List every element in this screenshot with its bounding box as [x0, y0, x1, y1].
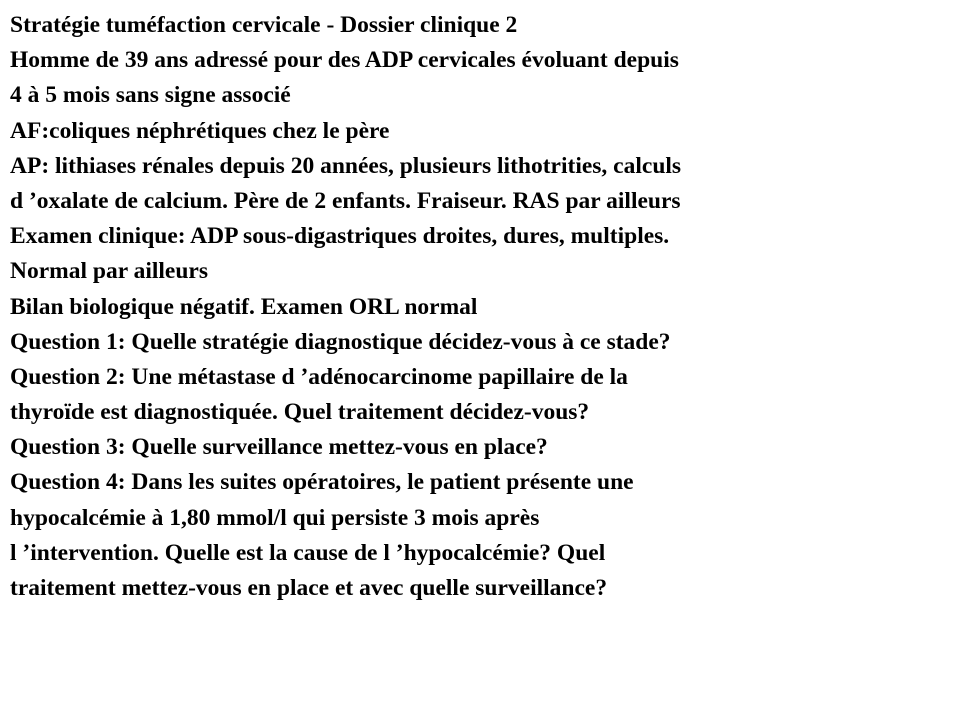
- family-history: AF:coliques néphrétiques chez le père: [10, 117, 390, 144]
- question-4-line-3: l ’intervention. Quelle est la cause de l ’hypocalcémie? Quel: [10, 539, 606, 566]
- question-4-line-4: traitement mettez-vous en place et avec quelle surveillance?: [10, 575, 608, 601]
- personal-history-line-1: AP: lithiases rénales depuis 20 années, plusieurs lithotrities, calculs: [10, 152, 682, 179]
- patient-presentation-line-2: 4 à 5 mois sans signe associé: [10, 82, 291, 109]
- personal-history-line-2: d ’oxalate de calcium. Père de 2 enfants. Fraiseur. RAS par ailleurs: [10, 187, 681, 214]
- clinical-exam-line-1: Examen clinique: ADP sous-digastriques droites, dures, multiples.: [10, 223, 670, 250]
- lab-results: Bilan biologique négatif. Examen ORL normal: [10, 293, 478, 320]
- question-4-line-2: hypocalcémie à 1,80 mmol/l qui persiste 3 mois après: [10, 504, 540, 531]
- question-3: Question 3: Quelle surveillance mettez-vous en place?: [10, 434, 548, 461]
- patient-presentation-line-1: Homme de 39 ans adressé pour des ADP cervicales évoluant depuis: [10, 47, 679, 74]
- question-4-line-1: Question 4: Dans les suites opératoires, le patient présente une: [10, 469, 634, 496]
- question-1: Question 1: Quelle stratégie diagnostique décidez-vous à ce stade?: [10, 328, 671, 355]
- slide-title: Stratégie tuméfaction cervicale - Dossier clinique 2: [10, 12, 518, 38]
- question-2-line-2: thyroïde est diagnostiquée. Quel traitement décidez-vous?: [10, 399, 590, 426]
- question-2-line-1: Question 2: Une métastase d ’adénocarcinome papillaire de la: [10, 363, 628, 390]
- clinical-case-slide: [10, 8, 955, 606]
- clinical-exam-line-2: Normal par ailleurs: [10, 258, 208, 285]
